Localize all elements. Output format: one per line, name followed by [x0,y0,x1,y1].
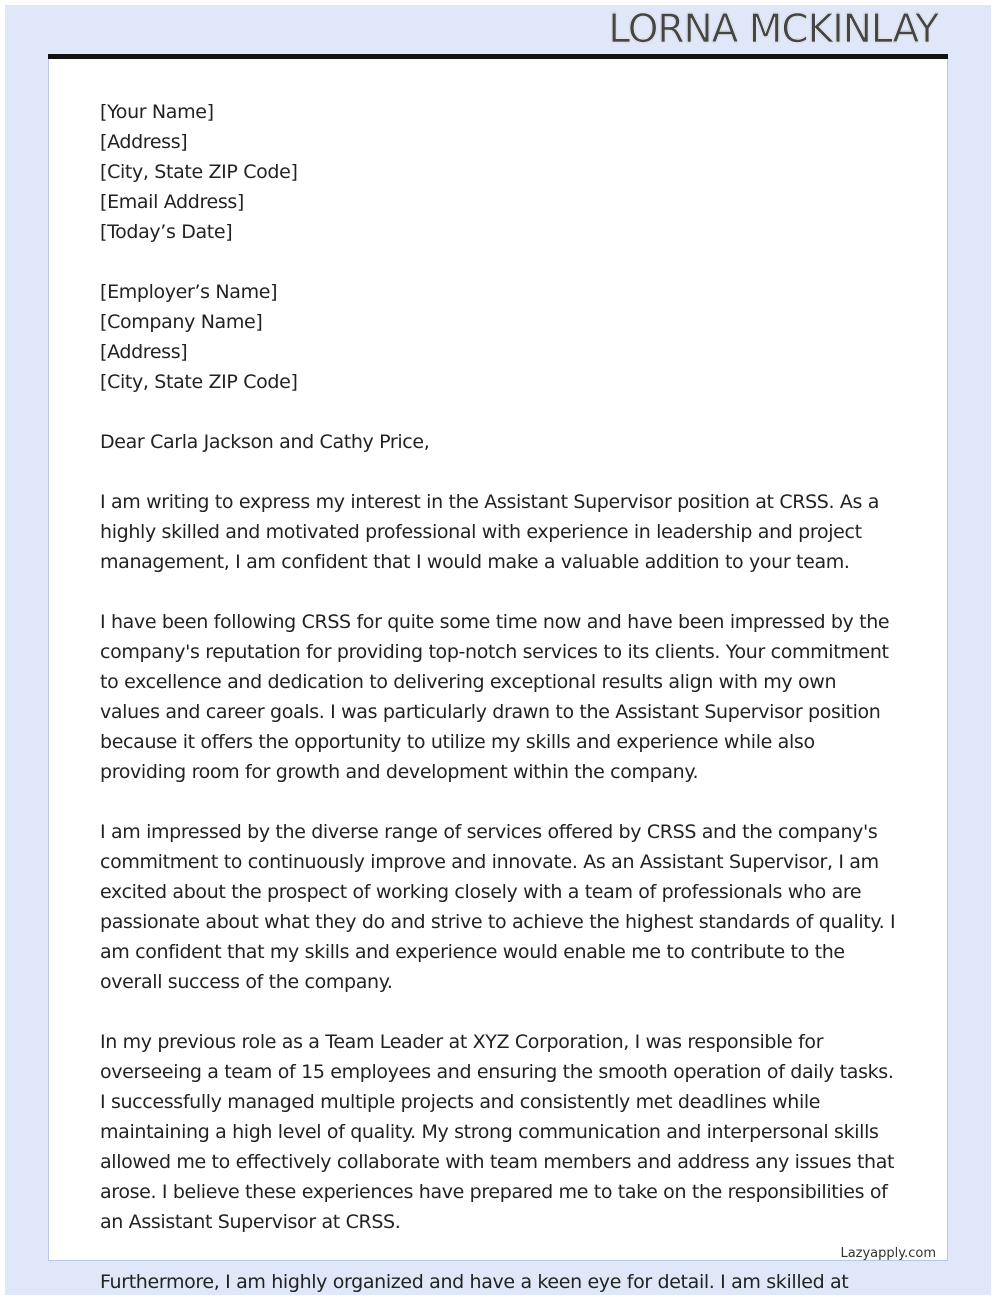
recipient-company: [Company Name] [100,311,263,333]
recipient-employer: [Employer’s Name] [100,281,278,303]
recipient-block [100,277,900,397]
body-paragraph-1: I am writing to express my interest in the Assistant Supervisor position at CRSS. As a highly skilled and motivated professional with experience in leadership and project management, I am confident that I would make a valuable addition to your team. [100,491,880,573]
applicant-name-header: LORNA MCKINLAY [608,7,938,52]
letter-date: [Today’s Date] [100,221,233,243]
body-paragraph-5-start: Furthermore, I am highly organized and have a keen eye for detail. I am skilled at [100,1271,849,1293]
sender-city: [City, State ZIP Code] [100,161,298,183]
recipient-city: [City, State ZIP Code] [100,371,298,393]
sender-block [100,97,900,247]
footer-brand: Lazyapply.com [840,1246,936,1261]
sender-name: [Your Name] [100,101,214,123]
letter-body [100,97,900,1267]
body-paragraph-4: In my previous role as a Team Leader at XYZ Corporation, I was responsible for overseeing a team of 15 employees and ensuring the smooth operation of daily tasks. I successfully managed multiple projects and consistently met deadlines while maintaining a high level of quality. My strong communication and interpersonal skills allowed me to effectively collaborate with team members and address any issues that arose. I believe these experiences have prepared me to take on the responsibilities of an Assistant Supervisor at CRSS. [100,1031,895,1233]
sender-address: [Address] [100,131,188,153]
sender-email: [Email Address] [100,191,244,213]
body-paragraph-2: I have been following CRSS for quite some time now and have been impressed by the company's reputation for providing top-notch services to its clients. Your commitment to excellence and dedication to delivering exceptional results align with my own values and career goals. I was particularly drawn to the Assistant Supervisor position because it offers the opportunity to utilize my skills and experience while also providing room for growth and development within the company. [100,611,890,783]
salutation: Dear Carla Jackson and Cathy Price, [100,431,430,453]
body-paragraph-3: I am impressed by the diverse range of services offered by CRSS and the company's commitment to continuously improve and innovate. As an Assistant Supervisor, I am excited about the prospect of working closely with a team of professionals who are passionate about what they do and strive to achieve the highest standards of quality. I am confident that my skills and experience would enable me to contribute to the overall success of the company. [100,821,896,993]
recipient-address: [Address] [100,341,188,363]
